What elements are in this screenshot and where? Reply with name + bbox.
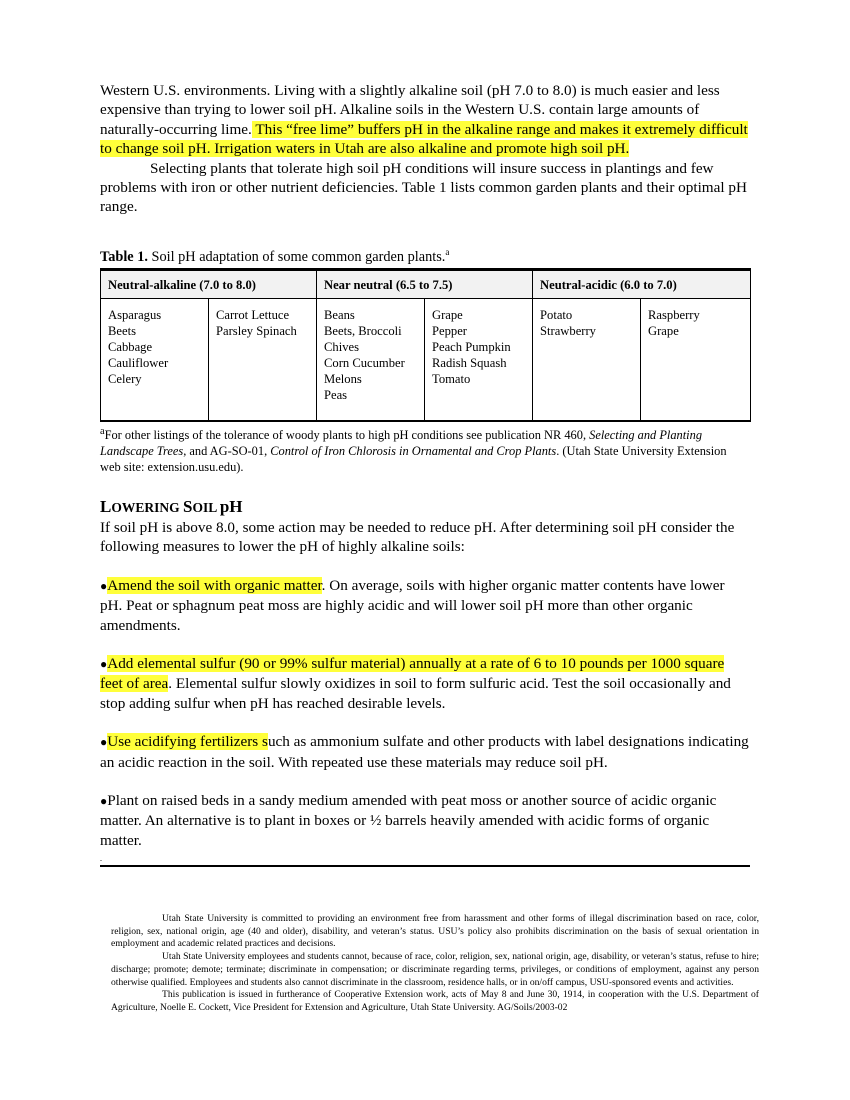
bullet-icon: ● [100,794,108,809]
plant-name: Peach Pumpkin [432,339,511,354]
disclaimer-paragraph: Utah State University is committed to providing an environment free from harassment and other forms of illegal discrimination based on race, color, religion, sex, national origin, age (40 and older), disability, and veteran’s status. USU’s policy also prohibits discrimination on the basis of sexual orientation in employment and academic related practices and decisions. [111,913,759,950]
bullet-highlight: Add elemental sulfur (90 or 99% sulfur material) annually at a rate of 6 to 10 pounds per 1000 square feet of area [100,655,725,693]
footnote-pub-title-1: Selecting and Planting Landscape Trees [100,427,703,458]
disclaimer-paragraph: Utah State University employees and students cannot, because of race, color, religion, sex, national origin, age, disability, or veteran’s status, refuse to hire; discharge; promote; demote; terminate; discriminate in compensation; or discriminate regarding terms, privileges, or conditions of employment, against any person otherwise qualified. Employees and students also cannot discriminate in the classroom, residence halls, or in on/off campus, USU-sponsored events and activities. [111,951,759,988]
ph-adaptation-table [100,268,751,422]
plant-name: Asparagus [108,307,162,322]
table-row [101,298,751,421]
plant-name: Grape [648,323,679,338]
plant-column [101,298,209,421]
plant-column [641,298,751,421]
plant-column [425,298,533,421]
plant-name: Tomato [432,371,471,386]
plant-name: Carrot Lettuce [216,307,290,322]
table-caption-sup: a [445,246,450,257]
bullet-highlight: Amend the soil with organic matter [107,576,322,594]
bullet-icon: ● [100,578,108,593]
bullet-text: . Elemental sulfur slowly oxidizes in soil to form sulfuric acid. Test the soil occasionally and stop adding sulfur when pH has reached desirable levels. [100,675,731,712]
footnote-pub-title-2: Control of Iron Chlorosis in Ornamental and Crop Plants [270,443,557,458]
plant-name: Strawberry [540,323,596,338]
list-item [100,732,750,772]
plant-name: Radish Squash [432,355,507,370]
plant-name: Grape [432,307,463,322]
list-item [100,654,750,713]
header-neutral-acidic: Neutral-acidic (6.0 to 7.0) [533,269,751,298]
plant-name: Peas [324,387,348,402]
plant-name: Raspberry [648,307,700,322]
heading-smallcaps: OWERING [111,499,183,515]
plant-name: Corn Cucumber [324,355,405,370]
intro-p1-text: Western U.S. environments. Living with a slightly alkaline soil (pH 7.0 to 8.0) is much easier and less expensive than trying to lower soil pH. Alkaline soils in the Western U.S. contain large amounts of naturally-occurring lime. [100,82,720,138]
footer-divider [100,865,750,867]
plant-name: Beans [324,307,355,322]
heading-ph: pH [219,496,243,516]
heading-letter: L [100,496,112,516]
stray-dot: . [100,854,102,864]
plant-name: Melons [324,371,362,386]
list-item [100,791,750,850]
bullet-text: . On average, soils with higher organic matter contents have lower pH. Peat or sphagnum peat moss are highly acidic and will lower soil pH more than other organic amendments. [100,576,725,634]
plant-name: Parsley Spinach [216,323,297,338]
intro-p1-highlight: This “free lime” buffers pH in the alkaline range and makes it extremely difficult to change soil pH. Irrigation waters in Utah are also alkaline and promote high soil pH. [100,120,748,158]
intro-paragraph-2: Selecting plants that tolerate high soil pH conditions will insure success in plantings and few problems with iron or other nutrient deficiencies. Table 1 lists common garden plants and their optimal pH range. [100,159,747,216]
bullet-list [100,576,750,850]
table-caption-label: Table 1. [100,248,148,265]
bullet-text: Plant on raised beds in a sandy medium amended with peat moss or another source of acidic organic matter. An alternative is to plant in boxes or ½ barrels heavily amended with acidic forms of organic matter. [100,792,717,849]
footnote-text-3: . (Utah State University Extension web site: extension.usu.edu). [100,443,727,474]
plant-column [533,298,641,421]
heading-smallcaps: OIL [192,499,220,515]
disclaimer-block [111,913,759,1015]
plant-name: Cabbage [108,339,153,354]
footnote-sup: a [100,425,105,437]
table-caption [100,244,750,266]
header-near-neutral: Near neutral (6.5 to 7.5) [317,269,533,298]
footnote-text-1: For other listings of the tolerance of woody plants to high pH conditions see publication NR 460, [104,427,590,442]
table-footnote [100,424,750,475]
bullet-icon: ● [100,735,108,750]
section-heading [100,497,750,518]
plant-name: Cauliflower [108,355,169,370]
bullet-text: uch as ammonium sulfate and other products with label designations indicating an acidic reaction in the soil. With repeated use these materials may reduce soil pH. [100,733,749,771]
bullet-highlight: Use acidifying fertilizers s [107,733,268,751]
heading-letter: S [182,496,193,516]
disclaimer-paragraph: This publication is issued in furtherance of Cooperative Extension work, acts of May 8 and June 30, 1914, in cooperation with the U.S. Department of Agriculture, Noelle E. Cockett, Vice President for Extension and Agriculture, Utah State University. AG/Soils/2003-02 [111,989,759,1013]
document-page [100,81,750,863]
header-neutral-alkaline: Neutral-alkaline (7.0 to 8.0) [101,269,317,298]
plant-column [209,298,317,421]
plant-name: Beets [108,323,136,338]
plant-name: Beets, Broccoli [324,323,402,338]
plant-name: Pepper [432,323,467,338]
table-header-row [101,269,751,298]
footnote-text-2: , and AG-SO-01, [183,443,271,458]
bullet-icon: ● [100,657,108,671]
plant-name: Celery [108,371,142,386]
intro-paragraph-1 [100,81,750,159]
plant-column [317,298,425,421]
table-caption-text: Soil pH adaptation of some common garden plants. [147,248,446,265]
plant-name: Potato [540,307,573,322]
list-item [100,576,750,635]
section-intro: If soil pH is above 8.0, some action may be needed to reduce pH. After determining soil pH consider the following measures to lower the pH of highly alkaline soils: [100,518,735,556]
plant-name: Chives [324,339,359,354]
